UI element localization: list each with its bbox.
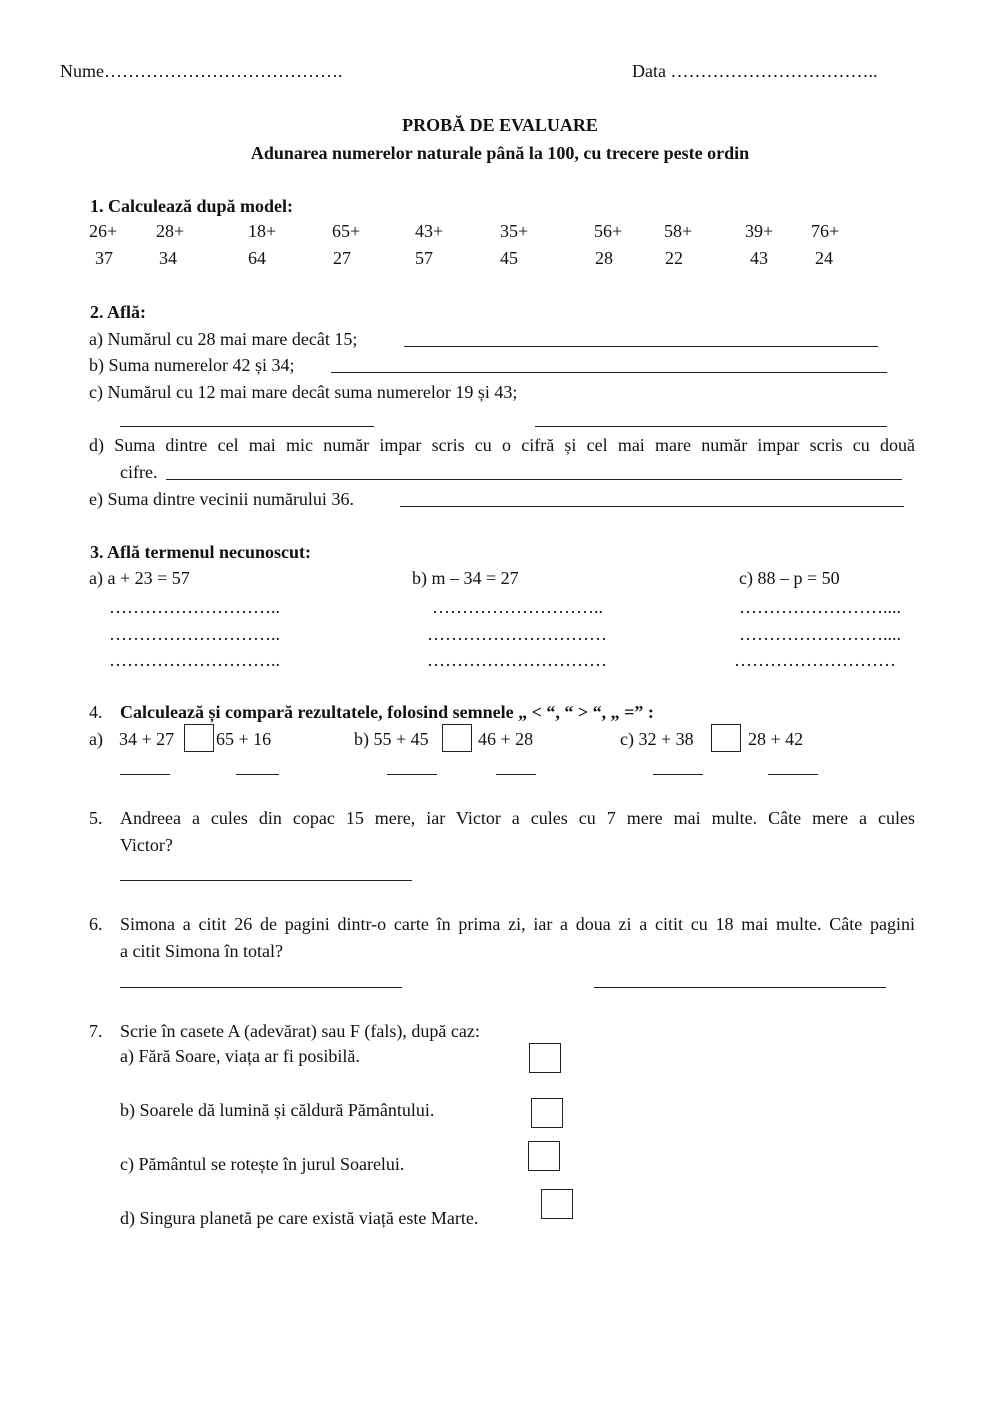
ex7-number: 7. — [89, 1021, 103, 1041]
ex4-a-right: 65 + 16 — [216, 729, 272, 749]
ex5-number: 5. — [89, 808, 103, 828]
ex6-answer-line-1[interactable] — [120, 987, 402, 988]
ex2-a-text: a) Numărul cu 28 mai mare decât 15; — [89, 329, 358, 349]
ex4-b-left: b) 55 + 45 — [354, 729, 429, 749]
ex3-b-dots-1[interactable]: ……………………….. — [432, 597, 603, 617]
ex1-bottom-3: 64 — [248, 248, 266, 268]
ex2-d-text-line1: d) Suma dintre cel mai mic număr impar scris cu o cifră și cel mai mare număr impar scris cu două — [89, 435, 915, 455]
ex2-c-answer-line-1[interactable] — [120, 426, 374, 427]
ex1-top-3: 18+ — [248, 221, 277, 241]
ex1-top-10: 76+ — [811, 221, 840, 241]
ex2-b-answer-line[interactable] — [331, 372, 887, 373]
ex1-top-4: 65+ — [332, 221, 361, 241]
ex1-top-9: 39+ — [745, 221, 774, 241]
ex7-item-c: c) Pământul se rotește în jurul Soarelui. — [120, 1154, 405, 1174]
ex1-bottom-5: 57 — [415, 248, 433, 268]
ex2-e-answer-line[interactable] — [400, 506, 904, 507]
ex1-top-1: 26+ — [89, 221, 118, 241]
ex3-c-dots-3[interactable]: ……………………… — [734, 650, 896, 670]
ex2-c-answer-line-2[interactable] — [535, 426, 887, 427]
ex3-a-equation: a) a + 23 = 57 — [89, 568, 190, 588]
ex2-d-answer-line[interactable] — [166, 479, 902, 480]
date-field-label: Data …………………………….. — [632, 61, 878, 81]
ex1-top-7: 56+ — [594, 221, 623, 241]
ex1-top-6: 35+ — [500, 221, 529, 241]
ex4-a-answer-left[interactable] — [120, 774, 170, 775]
ex4-c-right: 28 + 42 — [748, 729, 804, 749]
ex3-c-equation: c) 88 – p = 50 — [739, 568, 840, 588]
ex4-b-answer-right[interactable] — [496, 774, 536, 775]
name-field-label: Nume…………………………………. — [60, 61, 343, 81]
ex7-c-answer-box[interactable] — [528, 1141, 560, 1171]
ex1-bottom-8: 22 — [665, 248, 683, 268]
ex4-c-compare-box[interactable] — [711, 724, 741, 752]
ex4-c-left: c) 32 + 38 — [620, 729, 694, 749]
ex7-d-answer-box[interactable] — [541, 1189, 573, 1219]
ex4-b-right: 46 + 28 — [478, 729, 534, 749]
ex4-b-compare-box[interactable] — [442, 724, 472, 752]
ex7-title: Scrie în casete A (adevărat) sau F (fals), după caz: — [120, 1021, 480, 1041]
ex2-d-text-line2: cifre. — [120, 462, 158, 482]
ex7-item-a: a) Fără Soare, viața ar fi posibilă. — [120, 1046, 360, 1066]
page-title: PROBĂ DE EVALUARE — [402, 115, 598, 135]
ex4-a-label: a) — [89, 729, 103, 749]
ex7-a-answer-box[interactable] — [529, 1043, 561, 1073]
ex7-item-d: d) Singura planetă pe care există viață este Marte. — [120, 1208, 479, 1228]
ex1-bottom-10: 24 — [815, 248, 833, 268]
page-subtitle: Adunarea numerelor naturale până la 100, cu trecere peste ordin — [250, 143, 750, 163]
ex1-top-8: 58+ — [664, 221, 693, 241]
ex1-title: 1. Calculează după model: — [90, 196, 294, 216]
ex6-text-line2: a citit Simona în total? — [120, 941, 283, 961]
ex5-answer-line[interactable] — [120, 880, 412, 881]
ex4-c-answer-right[interactable] — [768, 774, 818, 775]
ex4-a-answer-right[interactable] — [236, 774, 279, 775]
ex3-a-dots-2[interactable]: ……………………….. — [109, 624, 280, 644]
ex1-bottom-9: 43 — [750, 248, 768, 268]
ex3-b-dots-2[interactable]: ………………………… — [427, 624, 607, 644]
ex7-b-answer-box[interactable] — [531, 1098, 563, 1128]
ex6-answer-line-2[interactable] — [594, 987, 886, 988]
ex1-bottom-6: 45 — [500, 248, 518, 268]
ex3-c-dots-1[interactable]: …………………….... — [739, 597, 901, 617]
ex2-c-text: c) Numărul cu 12 mai mare decât suma numerelor 19 și 43; — [89, 382, 518, 402]
ex2-e-text: e) Suma dintre vecinii numărului 36. — [89, 489, 354, 509]
ex1-top-5: 43+ — [415, 221, 444, 241]
ex2-b-text: b) Suma numerelor 42 și 34; — [89, 355, 295, 375]
ex6-text-line1: Simona a citit 26 de pagini dintr-o carte în prima zi, iar a doua zi a citit cu 18 mai multe. Câte pagini — [120, 914, 915, 934]
ex4-number: 4. — [89, 702, 103, 722]
ex3-a-dots-3[interactable]: ……………………….. — [109, 650, 280, 670]
ex3-b-equation: b) m – 34 = 27 — [412, 568, 519, 588]
ex5-text-line2: Victor? — [120, 835, 173, 855]
ex1-bottom-1: 37 — [95, 248, 113, 268]
ex6-number: 6. — [89, 914, 103, 934]
ex4-a-compare-box[interactable] — [184, 724, 214, 752]
ex1-bottom-7: 28 — [595, 248, 613, 268]
ex2-a-answer-line[interactable] — [404, 346, 878, 347]
ex4-c-answer-left[interactable] — [653, 774, 703, 775]
ex4-title: Calculează și compară rezultatele, folosind semnele „ < “, “ > “, „ =” : — [120, 702, 654, 722]
ex1-bottom-2: 34 — [159, 248, 177, 268]
ex5-text-line1: Andreea a cules din copac 15 mere, iar Victor a cules cu 7 mere mai multe. Câte mere a cules — [120, 808, 915, 828]
ex2-title: 2. Află: — [90, 302, 146, 322]
ex1-bottom-4: 27 — [333, 248, 351, 268]
ex4-a-left: 34 + 27 — [119, 729, 175, 749]
ex3-b-dots-3[interactable]: ………………………… — [427, 650, 607, 670]
ex3-a-dots-1[interactable]: ……………………….. — [109, 597, 280, 617]
ex1-top-2: 28+ — [156, 221, 185, 241]
ex3-title: 3. Află termenul necunoscut: — [90, 542, 311, 562]
ex3-c-dots-2[interactable]: …………………….... — [739, 624, 901, 644]
ex4-b-answer-left[interactable] — [387, 774, 437, 775]
ex7-item-b: b) Soarele dă lumină și căldură Pământului. — [120, 1100, 435, 1120]
